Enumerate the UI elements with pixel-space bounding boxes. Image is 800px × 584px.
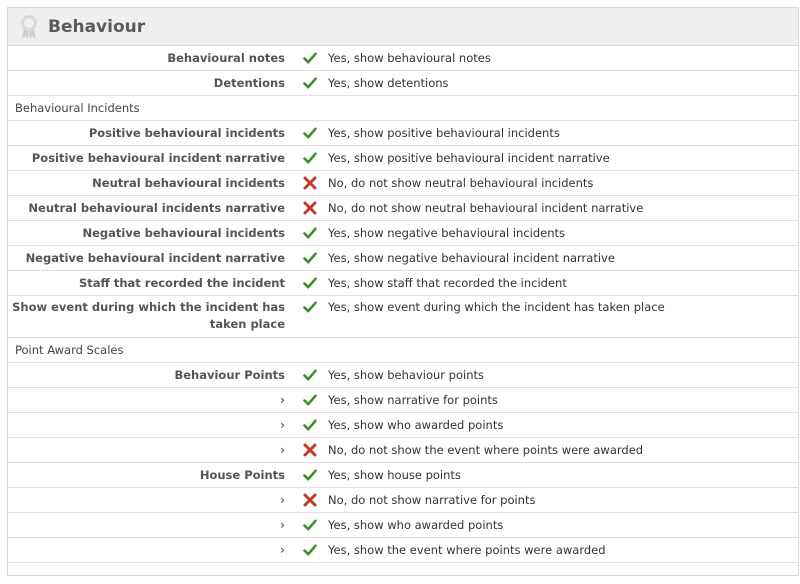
check-icon — [303, 151, 317, 165]
setting-value: Yes, show house points — [328, 468, 461, 482]
setting-value: Yes, show positive behavioural incidents — [328, 126, 560, 140]
setting-row — [8, 221, 798, 246]
check-icon — [303, 126, 317, 140]
check-icon — [303, 76, 317, 90]
setting-label: Positive behavioural incidents — [88, 125, 285, 140]
check-icon — [303, 251, 317, 265]
setting-value: No, do not show narrative for points — [328, 493, 536, 507]
check-icon — [303, 51, 317, 65]
setting-row — [8, 171, 798, 196]
setting-value: No, do not show neutral behavioural incident narrative — [328, 201, 644, 215]
section-heading: Point Award Scales — [8, 338, 798, 363]
check-icon — [303, 543, 317, 557]
setting-row — [8, 71, 798, 96]
setting-row — [8, 538, 798, 563]
setting-value: Yes, show negative behavioural incident narrative — [328, 251, 615, 265]
setting-value: No, do not show neutral behavioural incidents — [328, 176, 594, 190]
setting-value: Yes, show behaviour points — [328, 368, 484, 382]
setting-label: Detentions — [213, 75, 285, 90]
check-icon — [303, 368, 317, 382]
setting-row — [8, 438, 798, 463]
setting-value: Yes, show behavioural notes — [328, 51, 491, 65]
check-icon — [303, 276, 317, 290]
setting-row — [8, 513, 798, 538]
cross-icon — [303, 493, 317, 507]
setting-label: Negative behavioural incident narrative — [25, 250, 285, 265]
setting-row — [8, 363, 798, 388]
setting-row — [8, 271, 798, 296]
setting-value: Yes, show who awarded points — [328, 418, 504, 432]
setting-label: Show event during which the incident has taken place — [12, 300, 285, 331]
award-ribbon-icon — [19, 14, 39, 40]
setting-label: House Points — [199, 467, 285, 482]
check-icon — [303, 226, 317, 240]
setting-label: Staff that recorded the incident — [78, 275, 285, 290]
settings-list — [8, 46, 798, 563]
setting-row — [8, 413, 798, 438]
setting-label: Neutral behavioural incidents — [92, 175, 285, 190]
setting-row — [8, 296, 798, 338]
sub-item-chevron: › — [280, 542, 285, 557]
setting-row — [8, 146, 798, 171]
setting-row — [8, 488, 798, 513]
sub-item-chevron: › — [280, 417, 285, 432]
sub-item-chevron: › — [280, 442, 285, 457]
sub-item-chevron: › — [280, 492, 285, 507]
check-icon — [303, 393, 317, 407]
cross-icon — [303, 201, 317, 215]
setting-row — [8, 46, 798, 71]
setting-label: Negative behavioural incidents — [82, 225, 285, 240]
setting-row — [8, 196, 798, 221]
section-heading: Behavioural Incidents — [8, 96, 798, 121]
check-icon — [303, 518, 317, 532]
behaviour-panel — [7, 7, 799, 576]
setting-value: Yes, show who awarded points — [328, 518, 504, 532]
setting-value: No, do not show the event where points were awarded — [328, 443, 644, 457]
setting-label: Neutral behavioural incidents narrative — [28, 200, 285, 215]
setting-value: Yes, show the event where points were awarded — [328, 543, 606, 557]
setting-value: Yes, show negative behavioural incidents — [328, 226, 566, 240]
setting-label: Positive behavioural incident narrative — [31, 150, 285, 165]
check-icon — [303, 300, 317, 314]
setting-value: Yes, show event during which the incident has taken place — [328, 300, 665, 314]
setting-row — [8, 388, 798, 413]
setting-row — [8, 463, 798, 488]
setting-label: Behaviour Points — [174, 367, 285, 382]
sub-item-chevron: › — [280, 392, 285, 407]
setting-row — [8, 246, 798, 271]
setting-value: Yes, show staff that recorded the incident — [328, 276, 567, 290]
sub-item-chevron: › — [280, 517, 285, 532]
setting-value: Yes, show narrative for points — [328, 393, 498, 407]
setting-label: Behavioural notes — [167, 50, 285, 65]
check-icon — [303, 418, 317, 432]
cross-icon — [303, 443, 317, 457]
cross-icon — [303, 176, 317, 190]
page-title: Behaviour — [48, 16, 146, 37]
setting-value: Yes, show detentions — [328, 76, 449, 90]
setting-row — [8, 121, 798, 146]
panel-header — [8, 8, 798, 46]
setting-value: Yes, show positive behavioural incident narrative — [328, 151, 610, 165]
check-icon — [303, 468, 317, 482]
